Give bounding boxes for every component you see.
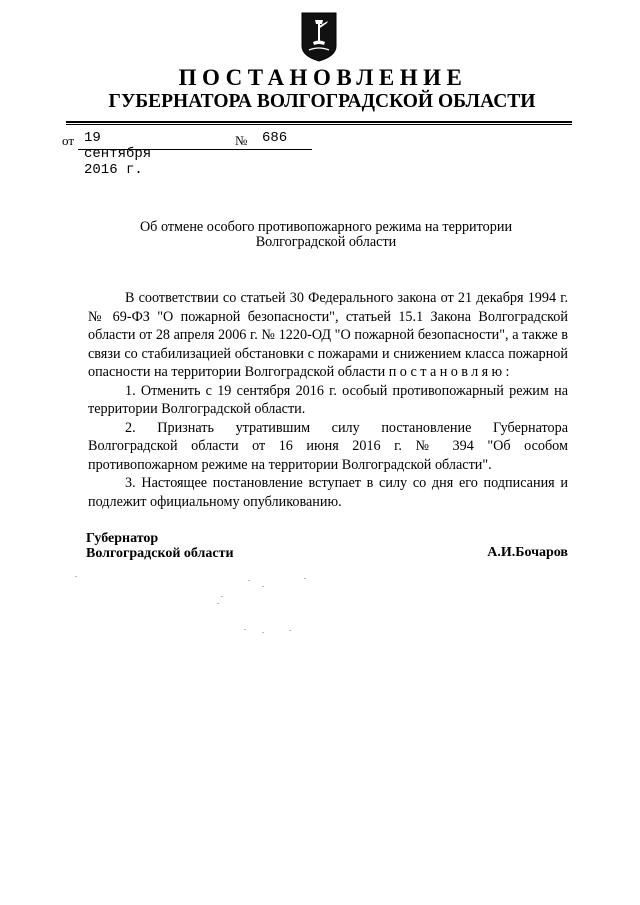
number-value: 686 <box>262 130 288 146</box>
issuer-title: ГУБЕРНАТОРА ВОЛГОГРАДСКОЙ ОБЛАСТИ <box>108 91 536 112</box>
document-body <box>88 289 568 511</box>
scan-speck <box>217 603 219 604</box>
scan-speck <box>262 632 264 633</box>
item-2: 2. Признать утратившим силу постановление Губернатора Волгоградской области от 16 июня 2016 г. № 394 "Об особом противопожарном режиме на территории Волгоградской области". <box>88 419 568 473</box>
item-3: 3. Настоящее постановление вступает в силу со дня его подписания и подлежит официальному опубликованию. <box>88 475 568 510</box>
signatory-position <box>86 531 234 561</box>
subject-line-2: Волгоградской области <box>255 234 397 250</box>
item-1: 1. Отменить с 19 сентября 2016 г. особый противопожарный режим на территории Волгоградской области. <box>88 382 568 417</box>
number-prefix: № <box>235 133 248 148</box>
preamble-paragraph <box>88 289 568 382</box>
scan-speck <box>262 586 264 587</box>
scan-speck <box>221 596 223 597</box>
number-underline <box>252 149 312 150</box>
scan-speck <box>75 576 77 577</box>
date-value: 19 сентября 2016 г. <box>84 130 152 178</box>
scan-speck <box>304 578 306 579</box>
scan-speck <box>248 580 250 581</box>
position-line-2: Волгоградской области <box>86 546 234 561</box>
decree-word: постановляю: <box>388 364 513 380</box>
subject-line-1: Об отмене особого противопожарного режима на территории <box>139 219 513 235</box>
position-line-1: Губернатор <box>86 531 159 546</box>
document-subject <box>100 220 552 250</box>
scan-speck <box>244 629 246 630</box>
coat-of-arms-icon <box>301 12 337 62</box>
preamble-text: В соответствии со статьей 30 Федерального закона от 21 декабря 1994 г. № 69-ФЗ "О пожарной безопасности", статьей 15.1 Закона Волгоградской области от 28 апреля 2006 г. № 1220-ОД "О пожарной безопасности", а также в связи со стабилизацией обстановки с пожарами и снижением класса пожарной опасности на территории Волгоградской области <box>88 290 568 380</box>
header-rule-thin <box>66 124 572 125</box>
header-rule-thick <box>66 121 572 123</box>
document-type-title: ПОСТАНОВЛЕНИЕ <box>178 65 468 90</box>
signatory-name: А.И.Бочаров <box>487 545 568 560</box>
scan-speck <box>289 630 291 631</box>
date-prefix: от <box>62 133 75 148</box>
